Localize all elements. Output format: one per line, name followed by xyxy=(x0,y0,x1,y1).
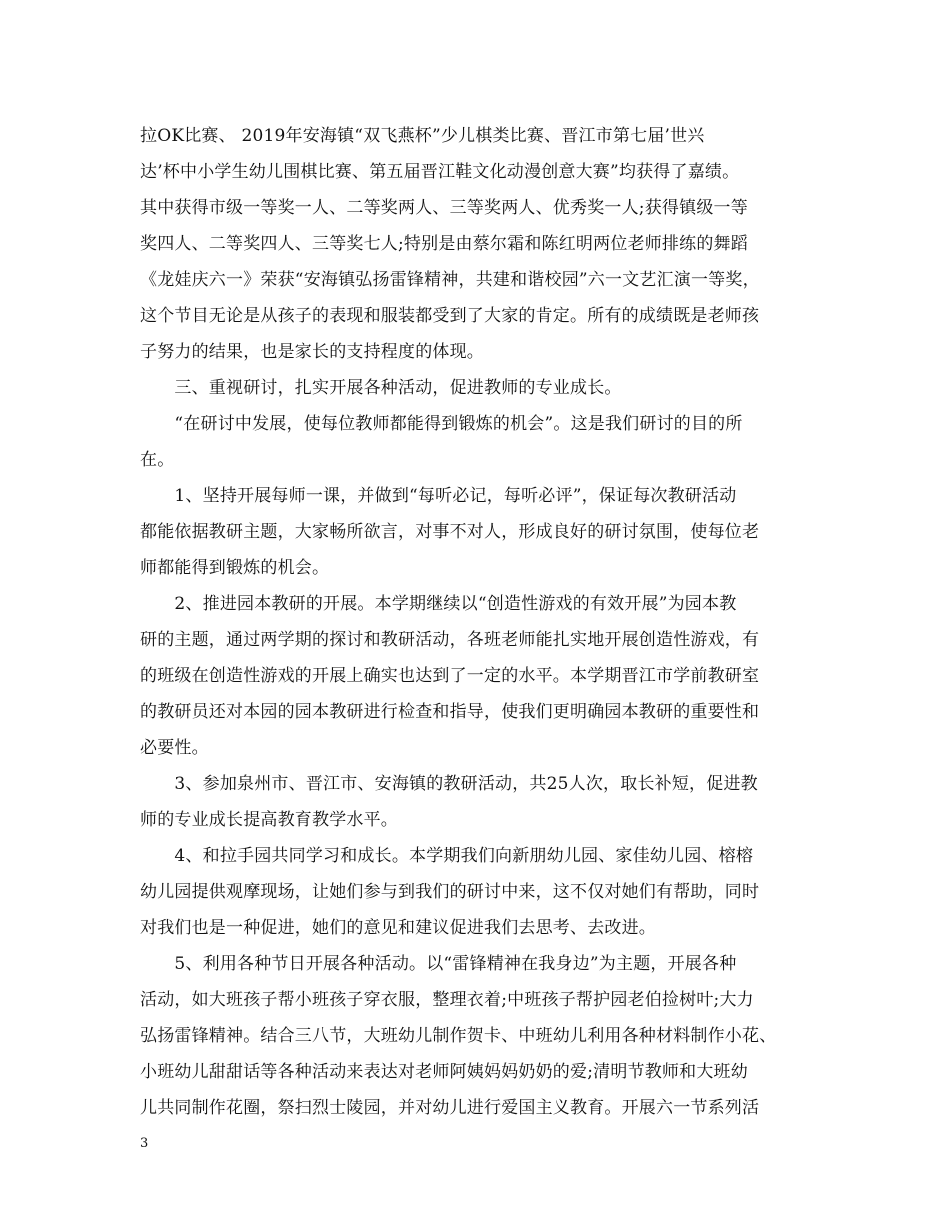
text-line: 达’杯中小学生幼儿围棋比赛、第五届晋江鞋文化动漫创意大赛”均获得了嘉绩。 xyxy=(140,162,740,182)
text-line: 对我们也是一种促进，她们的意见和建议促进我们去思考、去改进。 xyxy=(140,918,656,938)
page-number: 3 xyxy=(140,1136,149,1151)
text-line: 2、推进园本教研的开展。本学期继续以“创造性游戏的有效开展”为园本教 xyxy=(140,594,737,614)
text-line: 都能依据教研主题，大家畅所欲言，对事不对人，形成良好的研讨氛围，使每位老 xyxy=(140,522,760,542)
body-text xyxy=(140,118,825,1126)
text-line: 研的主题，通过两学期的探讨和教研活动，各班老师能扎实地开展创造性游戏，有 xyxy=(140,630,760,650)
text-line: 活动，如大班孩子帮小班孩子穿衣服，整理衣着;中班孩子帮护园老伯捡树叶;大力 xyxy=(140,990,754,1010)
text-line: “在研讨中发展，使每位教师都能得到锻炼的机会”。这是我们研讨的目的所 xyxy=(140,414,743,434)
text-line: 子努力的结果，也是家长的支持程度的体现。 xyxy=(140,342,484,362)
text-line: 的教研员还对本园的园本教研进行检查和指导，使我们更明确园本教研的重要性和 xyxy=(140,702,760,722)
text-line: 3、参加泉州市、晋江市、安海镇的教研活动，共25人次，取长补短，促进教 xyxy=(140,774,758,794)
text-line: 奖四人、二等奖四人、三等奖七人;特别是由蔡尔霜和陈红明两位老师排练的舞蹈 xyxy=(140,234,748,254)
text-line: 5、利用各种节日开展各种活动。以“雷锋精神在我身边”为主题，开展各种 xyxy=(140,954,737,974)
text-line: 其中获得市级一等奖一人、二等奖两人、三等奖两人、优秀奖一人;获得镇级一等 xyxy=(140,198,748,218)
text-line: 这个节目无论是从孩子的表现和服装都受到了大家的肯定。所有的成绩既是老师孩 xyxy=(140,306,760,326)
text-line: 《龙娃庆六一》荣获“安海镇弘扬雷锋精神，共建和谐校园”六一文艺汇演一等奖， xyxy=(140,270,760,290)
text-line: 师的专业成长提高教育教学水平。 xyxy=(140,810,398,830)
text-line: 的班级在创造性游戏的开展上确实也达到了一定的水平。本学期晋江市学前教研室 xyxy=(140,666,760,686)
section-heading: 三、重视研讨，扎实开展各种活动，促进教师的专业成长。 xyxy=(140,378,622,398)
text-line: 儿共同制作花圈，祭扫烈士陵园，并对幼儿进行爱国主义教育。开展六一节系列活 xyxy=(140,1098,760,1118)
text-line: 弘扬雷锋精神。结合三八节，大班幼儿制作贺卡、中班幼儿利用各种材料制作小花、 xyxy=(140,1026,777,1046)
text-line: 1、坚持开展每师一课，并做到“每听必记，每听必评”，保证每次教研活动 xyxy=(140,486,737,506)
text-line: 在。 xyxy=(140,450,175,470)
text-line: 拉OK比赛、 2019年安海镇“双飞燕杯”少儿棋类比赛、晋江市第七届’世兴 xyxy=(140,126,705,146)
text-line: 必要性。 xyxy=(140,738,209,758)
text-line: 4、和拉手园共同学习和成长。本学期我们向新朋幼儿园、家佳幼儿园、榕榕 xyxy=(140,846,754,866)
text-line: 师都能得到锻炼的机会。 xyxy=(140,558,330,578)
text-line: 幼儿园提供观摩现场，让她们参与到我们的研讨中来，这不仅对她们有帮助，同时 xyxy=(140,882,760,902)
text-line: 小班幼儿甜甜话等各种活动来表达对老师阿姨妈妈奶奶的爱;清明节教师和大班幼 xyxy=(140,1062,748,1082)
